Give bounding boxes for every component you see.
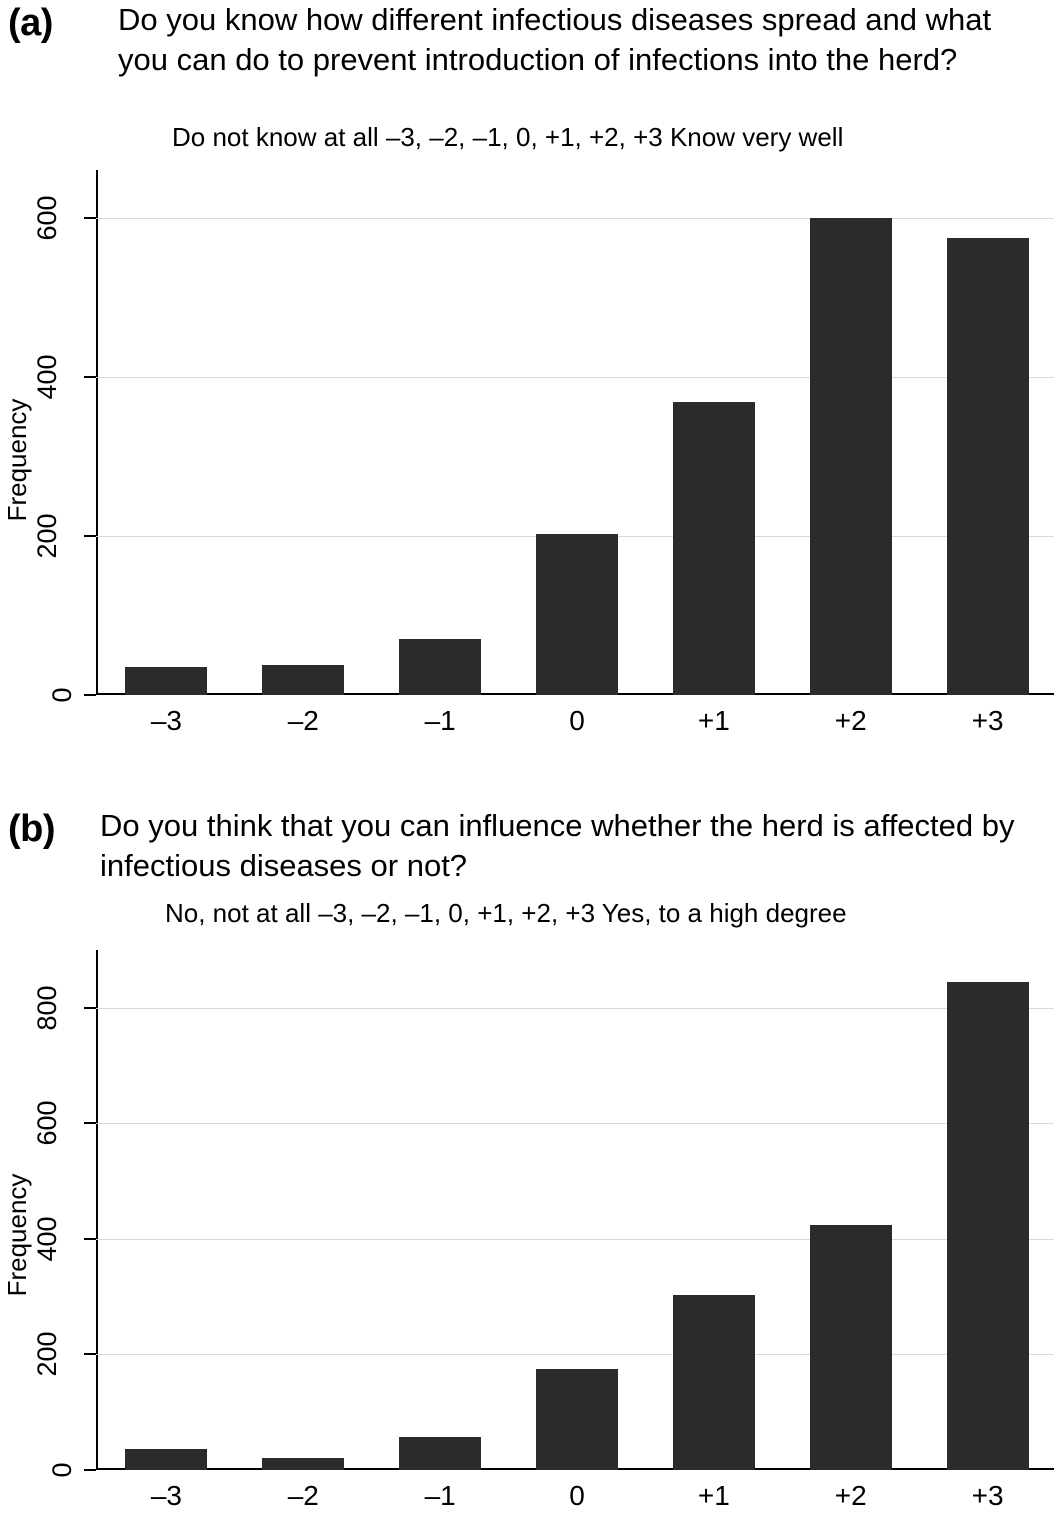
y-axis-label-wrap-a: [1, 160, 42, 760]
plot-area-b: [0, 940, 1064, 1530]
y-tick-mark: [84, 376, 96, 378]
bar: [125, 1449, 207, 1470]
y-tick-label: 200: [31, 1331, 62, 1377]
y-tick-mark: [84, 1007, 96, 1009]
bar: [810, 218, 892, 695]
bar: [399, 639, 481, 695]
y-tick-label: 200: [31, 513, 62, 559]
x-tick-label: –1: [424, 705, 456, 736]
x-tick-label: –1: [424, 1480, 456, 1511]
x-tick-label: –3: [150, 1480, 182, 1511]
x-tick-label: +3: [971, 705, 1004, 736]
x-tick-label: +2: [834, 705, 867, 736]
bar: [810, 1225, 892, 1470]
bar: [262, 1458, 344, 1470]
y-tick-mark: [84, 694, 96, 696]
x-tick-label: +2: [834, 1480, 867, 1511]
bar: [125, 667, 207, 695]
bar: [947, 982, 1029, 1470]
y-tick-mark: [84, 535, 96, 537]
bar: [673, 402, 755, 695]
y-tick-label: 400: [31, 1216, 62, 1262]
y-tick-label: 400: [31, 354, 62, 400]
y-tick-mark: [84, 1469, 96, 1471]
y-axis-label-b: Frequency: [1, 1173, 32, 1297]
chart-panel-a: [0, 0, 1064, 760]
axes-b: [31, 950, 1054, 1478]
plot-area-a: [0, 160, 1064, 760]
y-tick-mark: [84, 1238, 96, 1240]
y-axis-label-a: Frequency: [1, 398, 32, 522]
x-tick-label: –3: [150, 705, 182, 736]
chart-title-b: Do you think that you can influence whether the herd is affected by infectious diseases or not?: [100, 808, 1015, 883]
y-tick-mark: [84, 217, 96, 219]
bar: [262, 665, 344, 695]
x-tick-label: 0: [569, 1480, 585, 1511]
chart-panel-b: [0, 800, 1064, 1530]
y-tick-mark: [84, 1353, 96, 1355]
x-tick-label: –2: [287, 1480, 319, 1511]
bar: [399, 1437, 481, 1471]
chart-title-a: Do you know how different infectious diseases spread and what you can do to prevent introduction of infections into the herd?: [118, 2, 992, 77]
y-tick-label: 600: [31, 195, 62, 241]
bar: [673, 1295, 755, 1470]
bar: [536, 1369, 618, 1470]
y-tick-label: 600: [31, 1100, 62, 1146]
x-tick-label: +1: [697, 705, 730, 736]
y-tick-label: 0: [46, 687, 77, 703]
bar: [947, 238, 1029, 695]
bar-series-b: [98, 950, 1054, 1470]
x-tick-label: –2: [287, 705, 319, 736]
bar-series-a: [98, 170, 1054, 695]
y-tick-label: 800: [31, 985, 62, 1031]
bar: [536, 534, 618, 695]
x-tick-label: +3: [971, 1480, 1004, 1511]
panel-label-b: (b): [8, 808, 56, 850]
y-tick-mark: [84, 1122, 96, 1124]
axes-a: [31, 170, 1054, 703]
chart-subtitle-a: Do not know at all –3, –2, –1, 0, +1, +2, +3 Know very well: [172, 122, 844, 152]
x-tick-label: 0: [569, 705, 585, 736]
x-tick-label: +1: [697, 1480, 730, 1511]
panel-label-a: (a): [8, 2, 53, 44]
chart-subtitle-b: No, not at all –3, –2, –1, 0, +1, +2, +3 Yes, to a high degree: [165, 898, 847, 928]
y-tick-label: 0: [46, 1462, 77, 1478]
